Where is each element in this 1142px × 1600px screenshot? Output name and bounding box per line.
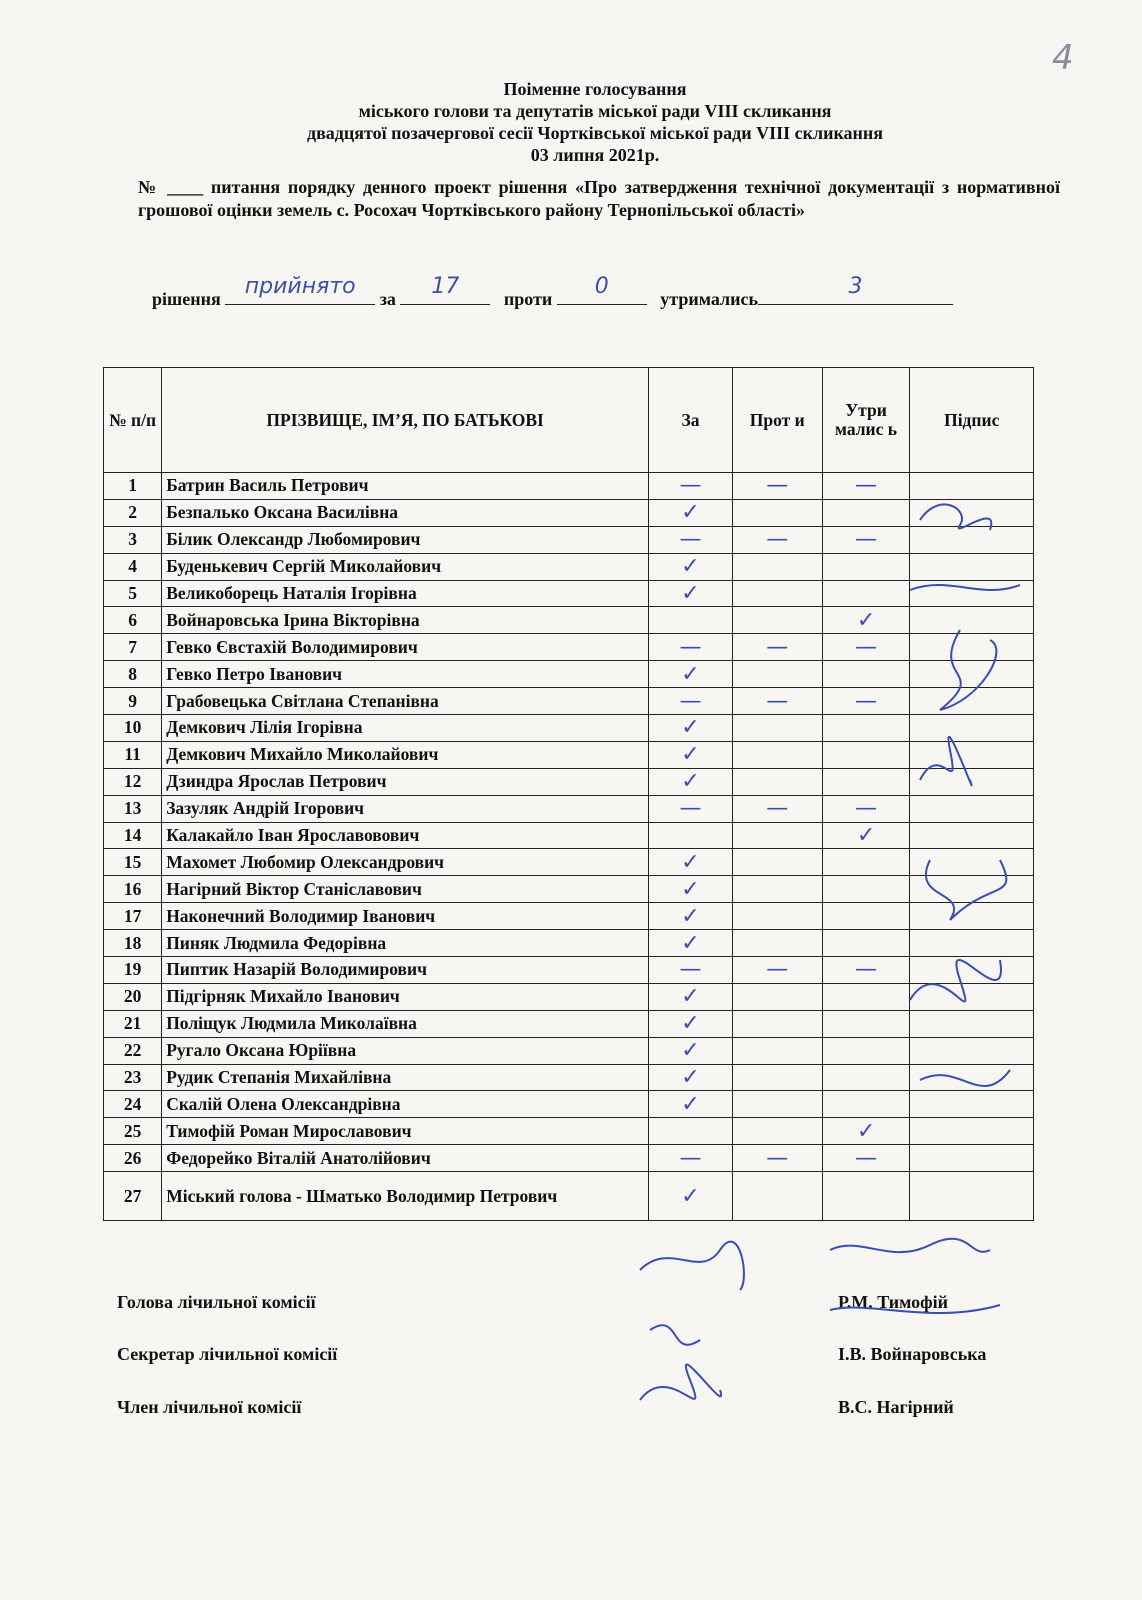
row-abstained: — bbox=[822, 473, 910, 500]
row-number: 14 bbox=[104, 822, 162, 849]
decision-label: рішення bbox=[152, 289, 221, 309]
row-abstained bbox=[822, 1091, 910, 1118]
row-for bbox=[649, 822, 733, 849]
row-for: ✓ bbox=[649, 768, 733, 795]
row-for bbox=[649, 1118, 733, 1145]
table-row bbox=[104, 661, 1034, 688]
row-for: ✓ bbox=[649, 715, 733, 742]
row-name: Зазуляк Андрій Ігорович bbox=[162, 795, 649, 822]
header-name: ПРІЗВИЩЕ, ІМ’Я, ПО БАТЬКОВІ bbox=[162, 368, 649, 473]
row-abstained bbox=[822, 903, 910, 930]
document-header bbox=[150, 78, 1040, 166]
row-number: 5 bbox=[104, 580, 162, 607]
commission-head-label: Голова лічильної комісії bbox=[117, 1292, 316, 1312]
row-abstained: — bbox=[822, 688, 910, 715]
row-number: 25 bbox=[104, 1118, 162, 1145]
row-against bbox=[732, 1064, 822, 1091]
table-row bbox=[104, 903, 1034, 930]
row-number: 10 bbox=[104, 715, 162, 742]
row-name: Підгірняк Михайло Іванович bbox=[162, 983, 649, 1010]
row-against bbox=[732, 499, 822, 526]
row-number: 11 bbox=[104, 741, 162, 768]
for-value: 17 bbox=[431, 274, 460, 299]
header-abstained: Утри малис ь bbox=[822, 368, 910, 473]
row-abstained: ✓ bbox=[822, 607, 910, 634]
row-abstained bbox=[822, 661, 910, 688]
row-number: 12 bbox=[104, 768, 162, 795]
row-name: Наконечний Володимир Іванович bbox=[162, 903, 649, 930]
header-line-3: двадцятої позачергової сесії Чортківської міської ради VIII скликання bbox=[306, 123, 884, 143]
row-abstained bbox=[822, 553, 910, 580]
table-row bbox=[104, 876, 1034, 903]
table-row bbox=[104, 1010, 1034, 1037]
abstained-label: утримались bbox=[660, 289, 758, 309]
row-for: ✓ bbox=[649, 903, 733, 930]
row-abstained bbox=[822, 741, 910, 768]
table-row bbox=[104, 607, 1034, 634]
row-name: Грабовецька Світлана Степанівна bbox=[162, 688, 649, 715]
row-name: Дзиндра Ярослав Петрович bbox=[162, 768, 649, 795]
vote-result bbox=[152, 274, 1052, 310]
row-name: Великоборець Наталія Ігорівна bbox=[162, 580, 649, 607]
row-number: 1 bbox=[104, 473, 162, 500]
row-against: — bbox=[732, 957, 822, 984]
row-for: ✓ bbox=[649, 1091, 733, 1118]
row-for: ✓ bbox=[649, 741, 733, 768]
header-title: Поіменне голосування bbox=[503, 79, 687, 99]
table-row bbox=[104, 1064, 1034, 1091]
agenda-number: № ____ bbox=[138, 177, 204, 197]
against-value: 0 bbox=[594, 274, 609, 299]
row-against: — bbox=[732, 1145, 822, 1172]
row-for: ✓ bbox=[649, 580, 733, 607]
row-against bbox=[732, 580, 822, 607]
row-number: 15 bbox=[104, 849, 162, 876]
row-number: 8 bbox=[104, 661, 162, 688]
row-number: 23 bbox=[104, 1064, 162, 1091]
row-against: — bbox=[732, 795, 822, 822]
row-against bbox=[732, 930, 822, 957]
row-against bbox=[732, 1091, 822, 1118]
row-against: — bbox=[732, 634, 822, 661]
row-for: — bbox=[649, 473, 733, 500]
table-row bbox=[104, 957, 1034, 984]
row-abstained bbox=[822, 983, 910, 1010]
row-for: ✓ bbox=[649, 983, 733, 1010]
row-abstained: — bbox=[822, 526, 910, 553]
row-name: Пиняк Людмила Федорівна bbox=[162, 930, 649, 957]
row-number: 21 bbox=[104, 1010, 162, 1037]
row-against bbox=[732, 1172, 822, 1221]
row-against bbox=[732, 1118, 822, 1145]
row-abstained: ✓ bbox=[822, 822, 910, 849]
row-against bbox=[732, 553, 822, 580]
row-for: — bbox=[649, 526, 733, 553]
row-name: Демкович Лілія Ігорівна bbox=[162, 715, 649, 742]
row-abstained bbox=[822, 876, 910, 903]
row-name: Ругало Оксана Юріївна bbox=[162, 1037, 649, 1064]
row-for: ✓ bbox=[649, 499, 733, 526]
agenda-text: питання порядку денного проект рішення «Про затвердження технічної документації з нормативної грошової оцінки земель с. Росохач Чортківського району Тернопільської області» bbox=[138, 177, 1061, 220]
row-number: 19 bbox=[104, 957, 162, 984]
decision-field bbox=[225, 274, 375, 305]
table-row bbox=[104, 930, 1034, 957]
row-name: Буденькевич Сергій Миколайович bbox=[162, 553, 649, 580]
row-number: 6 bbox=[104, 607, 162, 634]
table-row bbox=[104, 822, 1034, 849]
row-for: ✓ bbox=[649, 876, 733, 903]
row-name: Федорейко Віталій Анатолійович bbox=[162, 1145, 649, 1172]
row-abstained bbox=[822, 1064, 910, 1091]
row-abstained bbox=[822, 580, 910, 607]
row-name: Демкович Михайло Миколайович bbox=[162, 741, 649, 768]
header-line-2: міського голови та депутатів міської ради VIII скликання bbox=[358, 101, 832, 121]
table-row bbox=[104, 526, 1034, 553]
row-abstained bbox=[822, 1037, 910, 1064]
commission-secretary-name: І.В. Войнаровська bbox=[838, 1344, 987, 1364]
row-abstained bbox=[822, 849, 910, 876]
row-name: Безпалько Оксана Василівна bbox=[162, 499, 649, 526]
row-name: Калакайло Іван Ярославовович bbox=[162, 822, 649, 849]
table-row bbox=[104, 634, 1034, 661]
row-for: ✓ bbox=[649, 1010, 733, 1037]
row-number: 13 bbox=[104, 795, 162, 822]
commission-head-name: Р.М. Тимофій bbox=[838, 1292, 949, 1312]
header-against: Прот и bbox=[732, 368, 822, 473]
row-number: 9 bbox=[104, 688, 162, 715]
table-row bbox=[104, 1118, 1034, 1145]
row-name: Гевко Петро Іванович bbox=[162, 661, 649, 688]
row-against bbox=[732, 876, 822, 903]
row-number: 24 bbox=[104, 1091, 162, 1118]
row-against: — bbox=[732, 473, 822, 500]
for-field bbox=[400, 274, 490, 305]
row-number: 27 bbox=[104, 1172, 162, 1221]
table-row bbox=[104, 983, 1034, 1010]
row-for: — bbox=[649, 634, 733, 661]
row-abstained bbox=[822, 1172, 910, 1221]
row-name: Махомет Любомир Олександрович bbox=[162, 849, 649, 876]
row-number: 17 bbox=[104, 903, 162, 930]
row-number: 4 bbox=[104, 553, 162, 580]
row-against bbox=[732, 768, 822, 795]
row-name: Гевко Євстахій Володимирович bbox=[162, 634, 649, 661]
header-sign: Підпис bbox=[910, 368, 1034, 473]
row-against bbox=[732, 661, 822, 688]
row-name: Поліщук Людмила Миколаївна bbox=[162, 1010, 649, 1037]
row-against: — bbox=[732, 526, 822, 553]
row-against bbox=[732, 607, 822, 634]
abstained-field bbox=[758, 274, 953, 305]
commission-signatures bbox=[630, 1230, 1050, 1480]
row-for: ✓ bbox=[649, 553, 733, 580]
row-abstained: ✓ bbox=[822, 1118, 910, 1145]
table-row bbox=[104, 715, 1034, 742]
row-abstained bbox=[822, 1010, 910, 1037]
row-abstained: — bbox=[822, 634, 910, 661]
row-number: 16 bbox=[104, 876, 162, 903]
table-row bbox=[104, 1172, 1034, 1221]
row-against bbox=[732, 849, 822, 876]
row-for: — bbox=[649, 688, 733, 715]
row-for: ✓ bbox=[649, 930, 733, 957]
table-row bbox=[104, 741, 1034, 768]
row-for: ✓ bbox=[649, 1037, 733, 1064]
row-name: Рудик Степанія Михайлівна bbox=[162, 1064, 649, 1091]
table-row bbox=[104, 795, 1034, 822]
signature-column-scribbles bbox=[900, 480, 1040, 1200]
against-label: проти bbox=[503, 289, 553, 309]
row-abstained bbox=[822, 930, 910, 957]
page-number: 4 bbox=[1052, 38, 1074, 78]
table-row bbox=[104, 553, 1034, 580]
vote-rows bbox=[104, 473, 1034, 1221]
row-against bbox=[732, 903, 822, 930]
row-abstained: — bbox=[822, 957, 910, 984]
row-abstained: — bbox=[822, 795, 910, 822]
row-name: Білик Олександр Любомирович bbox=[162, 526, 649, 553]
row-number: 20 bbox=[104, 983, 162, 1010]
table-row bbox=[104, 1091, 1034, 1118]
row-for: — bbox=[649, 795, 733, 822]
commission-member-label: Член лічильної комісії bbox=[117, 1397, 302, 1417]
row-name: Пиптик Назарій Володимирович bbox=[162, 957, 649, 984]
row-abstained bbox=[822, 499, 910, 526]
table-row bbox=[104, 580, 1034, 607]
row-name: Міський голова - Шматько Володимир Петрович bbox=[162, 1172, 649, 1221]
table-row bbox=[104, 473, 1034, 500]
table-row bbox=[104, 499, 1034, 526]
for-label: за bbox=[379, 289, 396, 309]
row-number: 18 bbox=[104, 930, 162, 957]
row-for: ✓ bbox=[649, 1064, 733, 1091]
abstained-value: 3 bbox=[848, 274, 863, 299]
row-number: 22 bbox=[104, 1037, 162, 1064]
against-field bbox=[557, 274, 647, 305]
row-for: ✓ bbox=[649, 661, 733, 688]
row-for: ✓ bbox=[649, 1172, 733, 1221]
table-row bbox=[104, 768, 1034, 795]
row-number: 26 bbox=[104, 1145, 162, 1172]
decision-value: прийнято bbox=[244, 274, 356, 299]
row-abstained bbox=[822, 715, 910, 742]
row-abstained bbox=[822, 768, 910, 795]
row-name: Тимофій Роман Мирославович bbox=[162, 1118, 649, 1145]
header-num: № п/п bbox=[104, 368, 162, 473]
row-for: ✓ bbox=[649, 849, 733, 876]
header-for: За bbox=[649, 368, 733, 473]
row-against bbox=[732, 983, 822, 1010]
row-abstained: — bbox=[822, 1145, 910, 1172]
row-name: Скалій Олена Олександрівна bbox=[162, 1091, 649, 1118]
row-number: 7 bbox=[104, 634, 162, 661]
table-row bbox=[104, 1145, 1034, 1172]
row-for: — bbox=[649, 957, 733, 984]
row-name: Нагірний Віктор Станіславович bbox=[162, 876, 649, 903]
row-name: Войнаровська Ірина Вікторівна bbox=[162, 607, 649, 634]
row-number: 2 bbox=[104, 499, 162, 526]
row-name: Батрин Василь Петрович bbox=[162, 473, 649, 500]
table-header-row bbox=[104, 368, 1034, 473]
header-date: 03 липня 2021р. bbox=[530, 145, 660, 165]
commission-secretary-label: Секретар лічильної комісії bbox=[117, 1344, 338, 1364]
table-row bbox=[104, 688, 1034, 715]
row-against bbox=[732, 1010, 822, 1037]
row-against bbox=[732, 741, 822, 768]
agenda-item bbox=[138, 176, 1060, 222]
row-against bbox=[732, 822, 822, 849]
row-against bbox=[732, 715, 822, 742]
row-number: 3 bbox=[104, 526, 162, 553]
table-row bbox=[104, 849, 1034, 876]
row-for: — bbox=[649, 1145, 733, 1172]
row-against bbox=[732, 1037, 822, 1064]
vote-table bbox=[103, 367, 1034, 1221]
commission-member-name: В.С. Нагірний bbox=[838, 1397, 954, 1417]
row-for bbox=[649, 607, 733, 634]
table-row bbox=[104, 1037, 1034, 1064]
row-against: — bbox=[732, 688, 822, 715]
